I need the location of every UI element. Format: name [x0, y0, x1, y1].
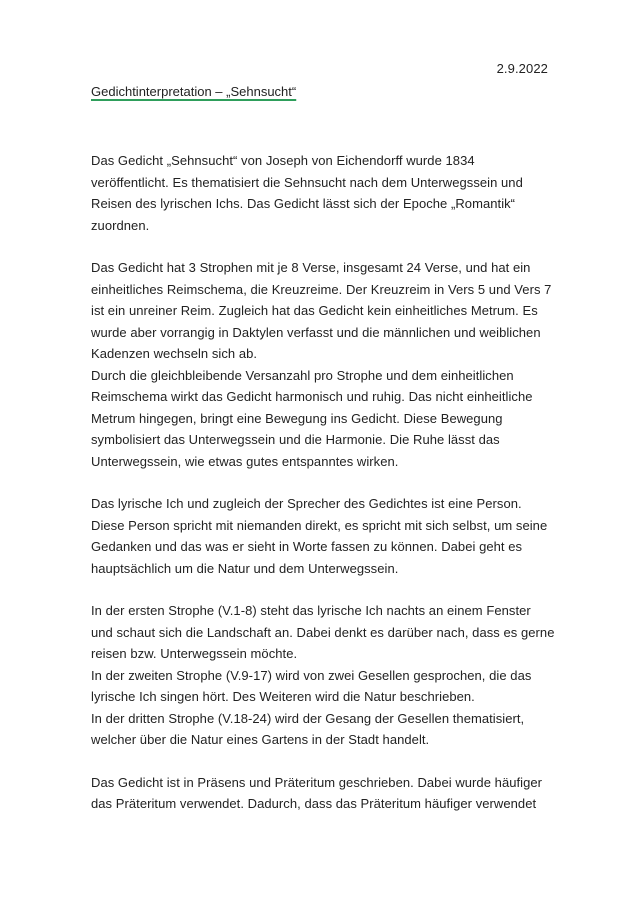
text-line: zuordnen. [91, 217, 150, 233]
document-title: Gedichtinterpretation – „Sehnsucht“ [91, 84, 297, 99]
paragraph [91, 150, 561, 236]
text-line: lyrische Ich singen hört. Des Weiteren wird die Natur beschrieben. [91, 689, 475, 704]
text-line: In der zweiten Strophe (V.9-17) wird von zwei Gesellen gesprochen, die das [91, 667, 532, 683]
text-line: hauptsächlich um die Natur und dem Unterwegssein. [91, 560, 399, 576]
text-line: Das Gedicht „Sehnsucht“ von Joseph von Eichendorff wurde 1834 [91, 153, 475, 168]
text-line: In der dritten Strophe (V.18-24) wird der Gesang der Gesellen thematisiert, [91, 710, 525, 726]
text-line: Kadenzen wechseln sich ab. [91, 346, 258, 361]
text-line: einheitliches Reimschema, die Kreuzreime. Der Kreuzreim in Vers 5 und Vers 7 [91, 281, 552, 297]
text-line: In der ersten Strophe (V.1-8) steht das lyrische Ich nachts an einem Fenster [91, 603, 531, 618]
document-date: 2.9.2022 [496, 61, 548, 76]
paragraph [91, 493, 561, 579]
text-line: Unterwegssein, wie etwas gutes entspanntes wirken. [91, 453, 399, 469]
text-line: Reisen des lyrischen Ichs. Das Gedicht lässt sich der Epoche „Romantik“ [91, 196, 516, 211]
text-line: veröffentlicht. Es thematisiert die Sehnsucht nach dem Unterwegssein und [91, 174, 523, 190]
text-line: Reimschema wirkt das Gedicht harmonisch und ruhig. Das nicht einheitliche [91, 389, 533, 404]
text-line: welcher über die Natur eines Gartens in der Stadt handelt. [91, 732, 430, 747]
text-line: wurde aber vorrangig in Daktylen verfasst und die männlichen und weiblichen [91, 324, 541, 340]
paragraph [91, 257, 561, 472]
text-line: Das Gedicht ist in Präsens und Präteritum geschrieben. Dabei wurde häufiger [91, 774, 543, 790]
text-line: und schaut sich die Landschaft an. Dabei denkt es darüber nach, dass es gerne [91, 624, 555, 640]
text-line: reisen bzw. Unterwegssein möchte. [91, 646, 298, 661]
text-line: ist ein unreiner Reim. Zugleich hat das Gedicht kein einheitliches Metrum. Es [91, 303, 538, 318]
text-line: Das Gedicht hat 3 Strophen mit je 8 Verse, insgesamt 24 Verse, und hat ein [91, 260, 531, 275]
text-line: Metrum hingegen, bringt eine Bewegung ins Gedicht. Diese Bewegung [91, 410, 503, 426]
text-line: das Präteritum verwendet. Dadurch, dass das Präteritum häufiger verwendet [91, 796, 537, 811]
text-line: Diese Person spricht mit niemanden direkt, es spricht mit sich selbst, um seine [91, 517, 548, 533]
text-line: Das lyrische Ich und zugleich der Sprecher des Gedichtes ist eine Person. [91, 496, 522, 511]
text-line: Gedanken und das was er sieht in Worte fassen zu können. Dabei geht es [91, 539, 523, 554]
text-line: symbolisiert das Unterwegssein und die Harmonie. Die Ruhe lässt das [91, 432, 500, 447]
text-line: Durch die gleichbleibende Versanzahl pro Strophe und dem einheitlichen [91, 367, 514, 383]
paragraph [91, 772, 561, 815]
paragraph [91, 600, 561, 751]
document-body [91, 150, 561, 836]
